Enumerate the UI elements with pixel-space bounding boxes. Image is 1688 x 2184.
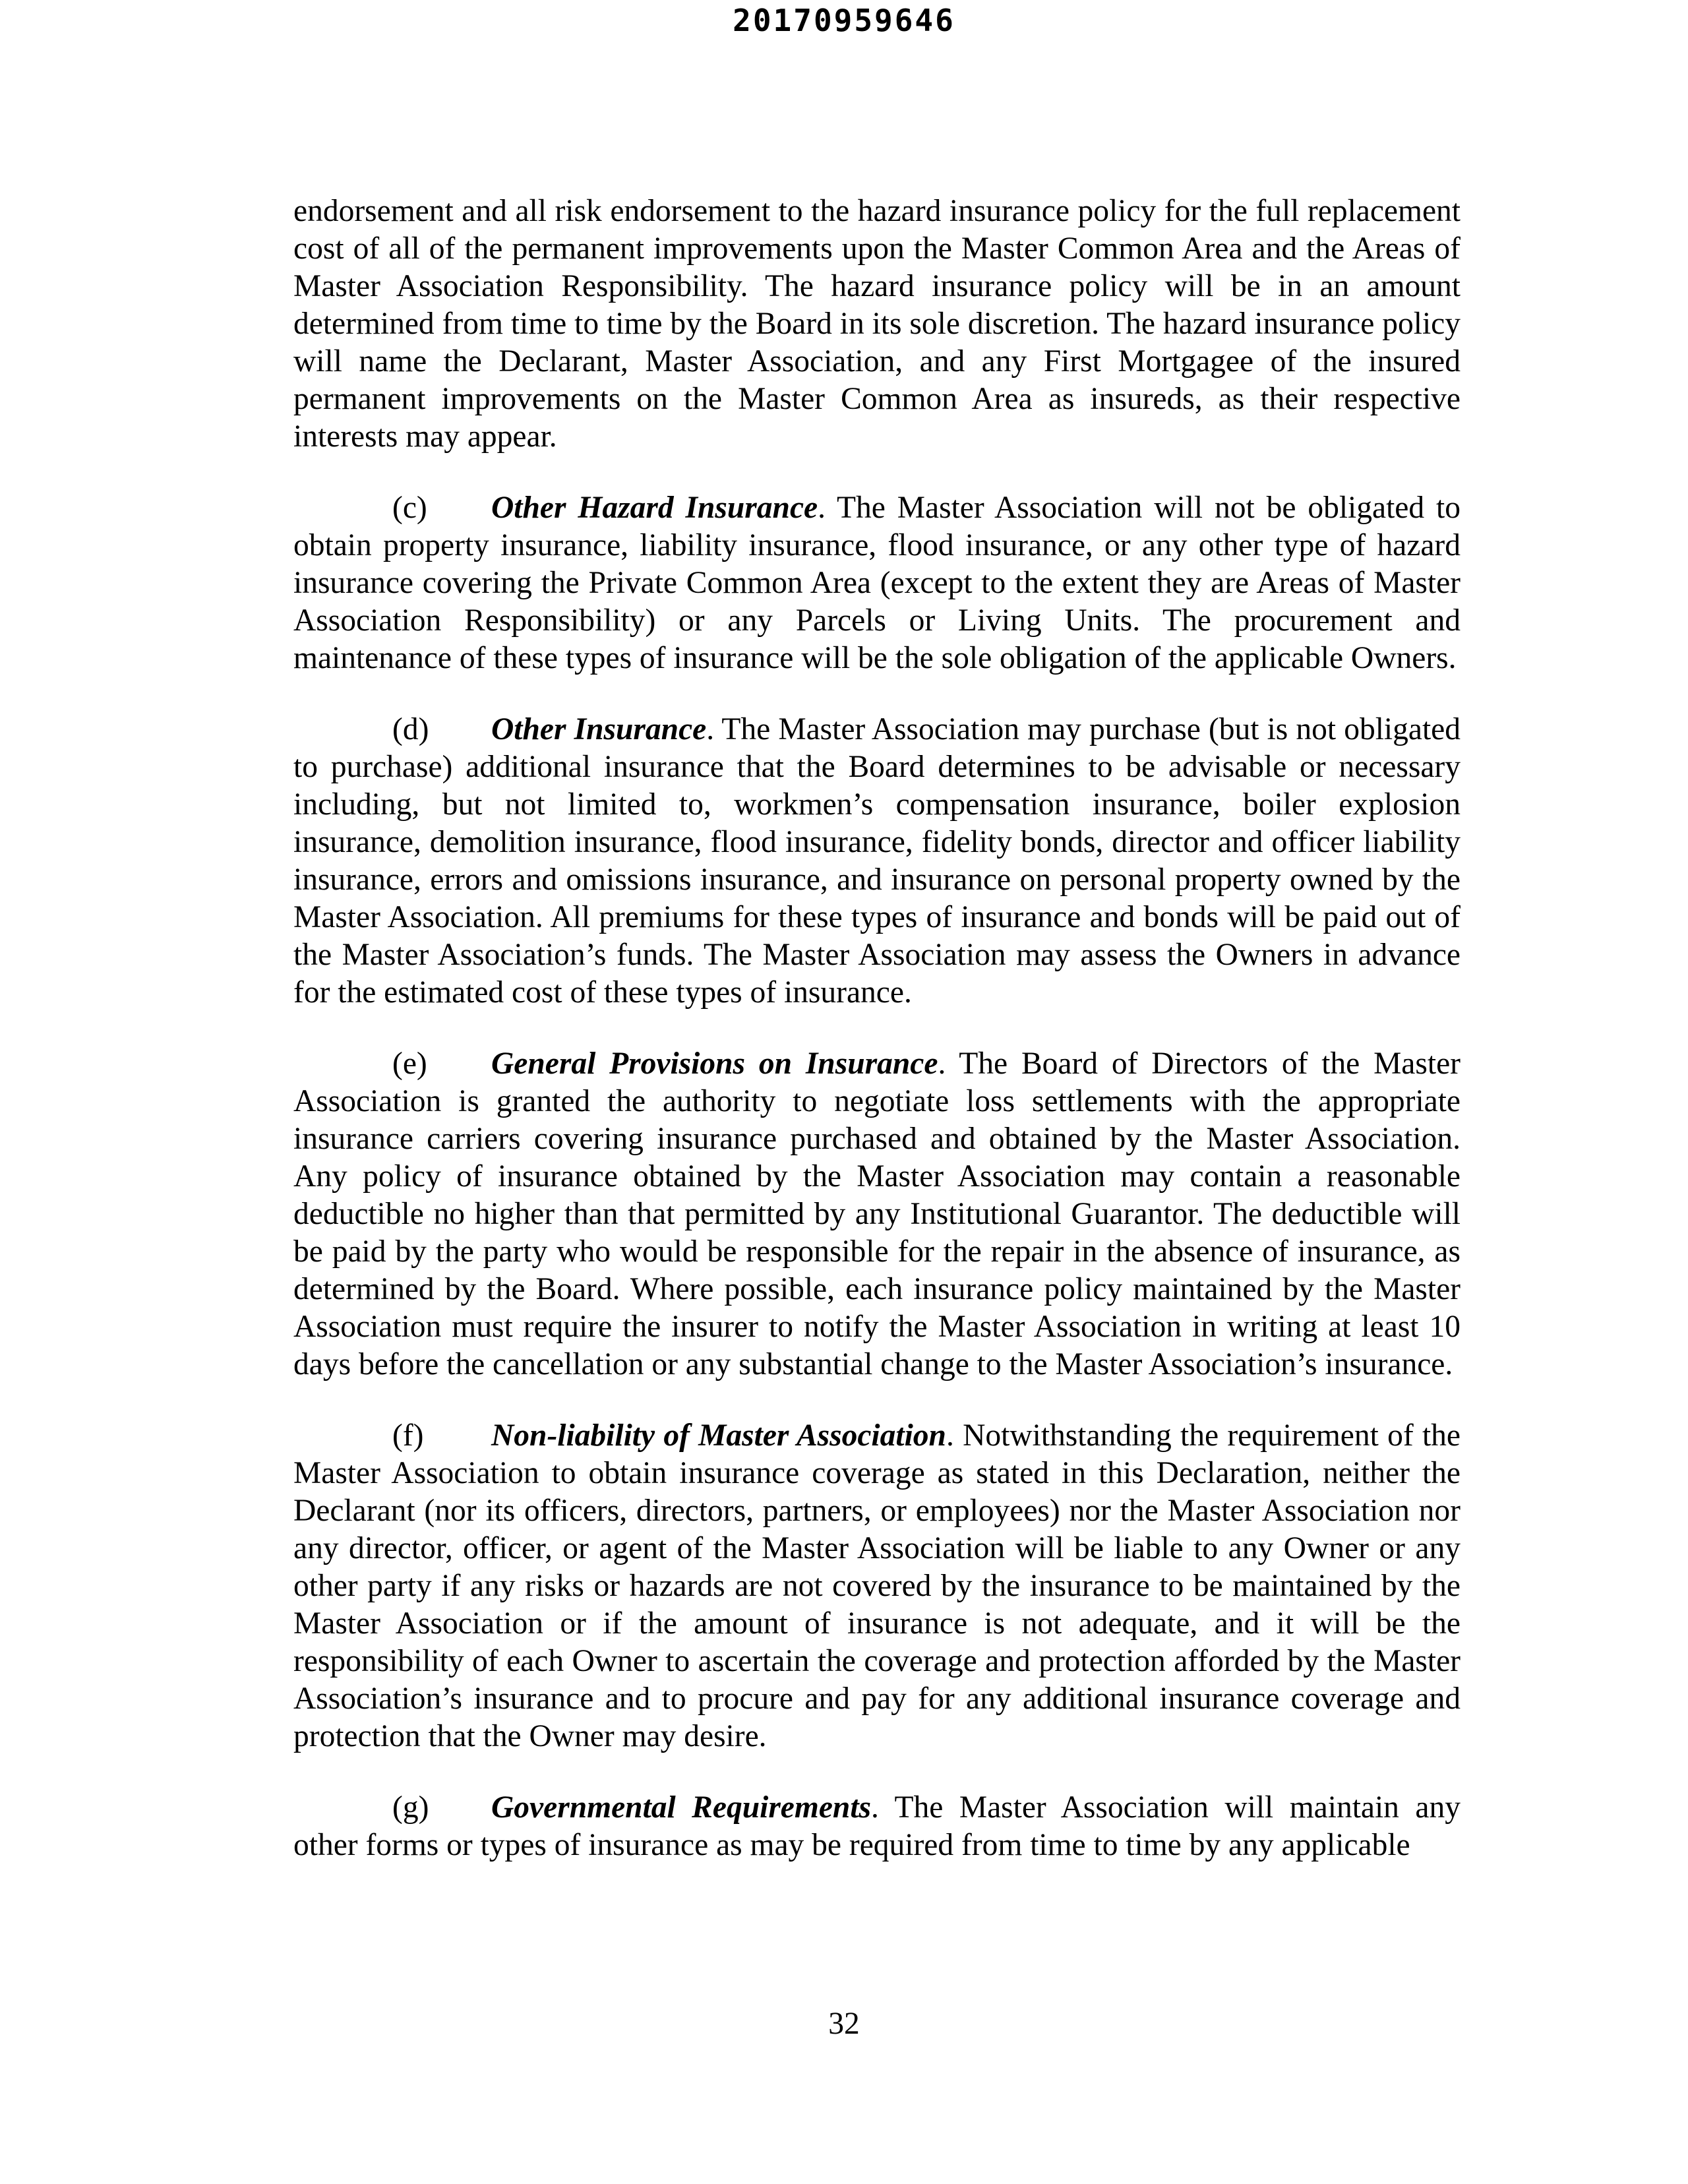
document-number: 20170959646: [733, 3, 955, 38]
section-heading: Governmental Requirements: [491, 1790, 872, 1825]
document-body: [293, 193, 1461, 1898]
section-text: The Master Association will not be obligated to obtain property insurance, liability insurance, flood insurance, or any other type of hazard insurance covering the Private Common Area (except to the extent they are Areas of Master Association Responsibility) or any Parcels or Living Units. The procurement and maintenance of these types of insurance will be the sole obligation of the applicable Owners.: [293, 491, 1461, 675]
section-heading: Non-liability of Master Association: [491, 1418, 946, 1453]
section-heading: Other Insurance: [491, 712, 707, 746]
section-text: The Master Association may purchase (but is not obligated to purchase) additional insurance that the Board determines to be advisable or necessary including, but not limited to, workmen’s compensation insurance, boiler explosion insurance, demolition insurance, flood insurance, fidelity bonds, director and officer liability insurance, errors and omissions insurance, and insurance on personal property owned by the Master Association. All premiums for these types of insurance and bonds will be paid out of the Master Association’s funds. The Master Association may assess the Owners in advance for the estimated cost of these types of insurance.: [293, 712, 1461, 1010]
section-letter: (f): [392, 1418, 424, 1453]
section-f: (f) Non-liability of Master Association. Notwithstanding the requirement of the Master Association to obtain insurance coverage as stated in this Declaration, neither the Declarant (nor its officers, directors, partners, or employees) nor the Master Association nor any director, officer, or agent of the Master Association will be liable to any Owner or any other party if any risks or hazards are not covered by the insurance to be maintained by the Master Association or if the amount of insurance is not adequate, and it will be the responsibility of each Owner to ascertain the coverage and protection afforded by the Master Association’s insurance and to procure and pay for any additional insurance coverage and protection that the Owner may desire.: [293, 1418, 1461, 1753]
section-text: The Board of Directors of the Master Association is granted the authority to negotiate loss settlements with the appropriate insurance carriers covering insurance purchased and obtained by the Master Association. Any policy of insurance obtained by the Master Association may contain a reasonable deductible no higher than that permitted by any Institutional Guarantor. The deductible will be paid by the party who would be responsible for the repair in the absence of insurance, as determined by the Board. Where possible, each insurance policy maintained by the Master Association must require the insurer to notify the Master Association in writing at least 10 days before the cancellation or any substantial change to the Master Association’s insurance.: [293, 1046, 1461, 1381]
section-e: (e) General Provisions on Insurance. The Board of Directors of the Master Association is granted the authority to negotiate loss settlements with the appropriate insurance carriers covering insurance purchased and obtained by the Master Association. Any policy of insurance obtained by the Master Association may contain a reasonable deductible no higher than that permitted by any Institutional Guarantor. The deductible will be paid by the party who would be responsible for the repair in the absence of insurance, as determined by the Board. Where possible, each insurance policy maintained by the Master Association must require the insurer to notify the Master Association in writing at least 10 days before the cancellation or any substantial change to the Master Association’s insurance.: [293, 1046, 1461, 1381]
intro-paragraph: endorsement and all risk endorsement to the hazard insurance policy for the full replacement cost of all of the permanent improvements upon the Master Common Area and the Areas of Master Association Responsibility. The hazard insurance policy will be in an amount determined from time to time by the Board in its sole discretion. The hazard insurance policy will name the Declarant, Master Association, and any First Mortgagee of the insured permanent improvements on the Master Common Area as insureds, as their respective interests may appear.: [293, 194, 1461, 454]
section-letter: (d): [392, 712, 429, 746]
section-text: Notwithstanding the requirement of the Master Association to obtain insurance coverage as stated in this Declaration, neither the Declarant (nor its officers, directors, partners, or employees) nor the Master Association nor any director, officer, or agent of the Master Association will be liable to any Owner or any other party if any risks or hazards are not covered by the insurance to be maintained by the Master Association or if the amount of insurance is not adequate, and it will be the responsibility of each Owner to ascertain the coverage and protection afforded by the Master Association’s insurance and to procure and pay for any additional insurance coverage and protection that the Owner may desire.: [293, 1418, 1461, 1753]
section-letter: (g): [392, 1790, 429, 1825]
section-heading: General Provisions on Insurance: [491, 1046, 938, 1081]
section-letter: (c): [392, 491, 427, 525]
section-text: The Master Association will maintain any other forms or types of insurance as may be required from time to time by any applicable: [293, 1790, 1461, 1862]
section-g: (g) Governmental Requirements. The Master Association will maintain any other forms or types of insurance as may be required from time to time by any applicable: [293, 1790, 1461, 1862]
page-number: 32: [828, 2007, 860, 2041]
section-d: (d) Other Insurance. The Master Association may purchase (but is not obligated to purchase) additional insurance that the Board determines to be advisable or necessary including, but not limited to, workmen’s compensation insurance, boiler explosion insurance, demolition insurance, flood insurance, fidelity bonds, director and officer liability insurance, errors and omissions insurance, and insurance on personal property owned by the Master Association. All premiums for these types of insurance and bonds will be paid out of the Master Association’s funds. The Master Association may assess the Owners in advance for the estimated cost of these types of insurance.: [293, 712, 1461, 1010]
section-letter: (e): [392, 1046, 427, 1081]
section-heading: Other Hazard Insurance: [491, 491, 818, 525]
section-c: (c) Other Hazard Insurance. The Master Association will not be obligated to obtain property insurance, liability insurance, flood insurance, or any other type of hazard insurance covering the Private Common Area (except to the extent they are Areas of Master Association Responsibility) or any Parcels or Living Units. The procurement and maintenance of these types of insurance will be the sole obligation of the applicable Owners.: [293, 491, 1461, 675]
